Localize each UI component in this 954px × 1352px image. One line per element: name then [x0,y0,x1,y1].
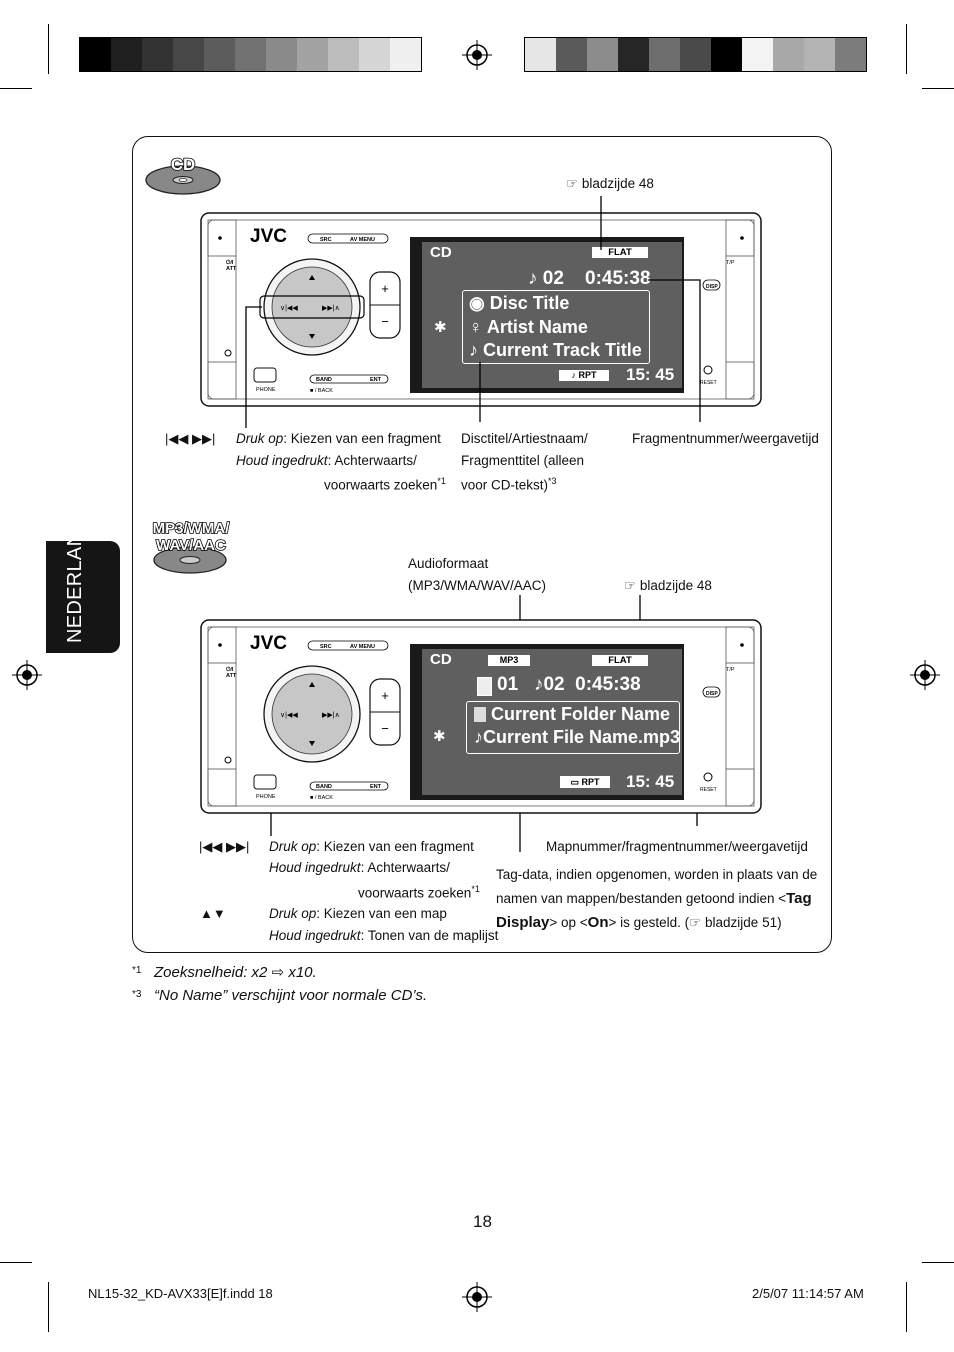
map-callout: Mapnummer/fragmentnummer/weergavetijd [546,839,808,854]
audio-format-line2: (MP3/WMA/WAV/AAC) [408,578,546,593]
skip-hold-text: Houd ingedrukt: Achterwaarts/ [269,860,450,875]
screen-source: CD [430,651,452,668]
src-label: SRC [320,644,332,650]
skip-hold-text: Houd ingedrukt: Achterwaarts/ [236,453,417,468]
page-reference: ☞ bladzijde 48 [566,176,654,191]
page-number: 18 [473,1212,492,1231]
footnote-mark: *3 [132,989,142,1000]
skip-symbol: |◀◀ ▶▶| [199,839,250,854]
mp3-disc-label-line1: MP3/WMA/ [152,520,230,537]
band-label: BAND [316,377,332,383]
disp-label: DISP [706,691,718,697]
folder-icon [474,707,486,722]
ent-label: ENT [370,377,381,383]
title-callout-line1: Disctitel/Artiestnaam/ [461,431,588,446]
title-callout-line3: voor CD-tekst)$^{*3}$ [461,476,557,493]
screen-format: MP3 [488,655,530,666]
footer-filename: NL15-32_KD-AVX33[E]f.indd 18 [88,1286,273,1301]
skip-forward-icon: ▶▶|∧ [322,305,340,312]
footnote-mark: *1 [132,965,142,976]
tag-note-line2: namen van mappen/bestanden getoond indien <Tag [496,890,812,907]
footer-timestamp: 2/5/07 11:14:57 AM [752,1286,864,1301]
av-menu-label: AV MENU [350,644,375,650]
skip-press-text: Druk op: Kiezen van een fragment [236,431,441,446]
skip-symbol: |◀◀ ▶▶| [165,431,216,446]
phone-label: PHONE [256,387,276,393]
folder-icon [477,677,492,696]
folder-hold-text: Houd ingedrukt: Tonen van de maplijst [269,928,499,943]
screen-artist: ♀ Artist Name [469,317,588,337]
volume-down-button: − [381,314,389,329]
phone-label: PHONE [256,794,276,800]
src-label: SRC [320,237,332,243]
skip-back-icon: ∨|◀◀ [280,712,298,719]
title-callout-line2: Fragmenttitel (alleen [461,453,585,468]
back-label: ■ / BACK [310,388,333,394]
screen-folder-track-time: 01 ♪02 0:45:38 [497,674,641,695]
cd-disc-label: CD [170,155,196,174]
volume-down-button: − [381,721,389,736]
brand-logo: JVC [250,633,287,654]
music-file-icon: ♪ [474,727,483,747]
folder-icon: ▭ [570,777,579,787]
screen-repeat: ▭ RPT [560,776,610,788]
tp-label: T/P [726,667,735,673]
power-label: ⏻/I [226,667,234,673]
skip-search-text: voorwaarts zoeken$^{*1}$ [358,884,480,901]
skip-back-icon: ∨|◀◀ [280,305,298,312]
disc-icon: ◉ [469,293,485,313]
tag-note-line3: Display> op <On> is gesteld. (☞ bladzijde 51) [496,914,782,931]
tag-note-line1: Tag-data, indien opgenomen, worden in plaats van de [496,867,818,882]
hand-pointer-icon: ☞ [689,915,706,930]
screen-eq: FLAT [592,655,648,666]
reset-label: RESET [700,787,717,793]
skip-search-text: voorwaarts zoeken$^{*1}$ [324,476,446,493]
arrow-right-icon: ⇨ [271,964,285,981]
screen-track-time: ♪ 02 0:45:38 [528,268,651,289]
screen-repeat: ♪ RPT [559,370,609,381]
screen-track-title: ♪ Current Track Title [469,340,642,360]
bluetooth-icon: ✱ [433,728,446,745]
volume-up-button: + [381,281,389,296]
back-label: ■ / BACK [310,795,333,801]
screen-clock: 15: 45 [626,772,675,791]
music-note-icon: ♪ [469,340,478,360]
screen-clock: 15: 45 [626,365,675,384]
av-menu-label: AV MENU [350,237,375,243]
mp3-disc-icon [148,518,234,576]
skip-press-text: Druk op: Kiezen van een fragment [269,839,474,854]
band-label: BAND [316,784,332,790]
reset-label: RESET [700,380,717,386]
tp-label: T/P [726,260,735,266]
screen-folder-name: Current Folder Name [474,704,670,725]
footnote-3: “No Name” verschijnt voor normale CD’s. [154,987,428,1004]
skip-forward-icon: ▶▶|∧ [322,712,340,719]
page-reference: ☞ bladzijde 48 [624,578,712,593]
mp3-disc-label-line2: WAV/AAC [156,537,226,554]
volume-up-button: + [381,688,389,703]
audio-format-line1: Audioformaat [408,556,489,571]
language-tab: NEDERLANDS [46,541,120,653]
folder-up-down-symbol: ▲▼ [200,906,226,921]
brand-logo: JVC [250,226,287,247]
footnote-1: Zoeksnelheid: x2 ⇨ x10. [154,964,317,981]
track-callout: Fragmentnummer/weergavetijd [632,431,819,446]
folder-press-text: Druk op: Kiezen van een map [269,906,447,921]
screen-eq: FLAT [592,247,648,258]
att-label: ATT [226,673,237,679]
att-label: ATT [226,266,237,272]
screen-disc-title: ◉ Disc Title [469,293,570,313]
power-label: ⏻/I [226,260,234,266]
microphone-icon: ♀ [469,317,483,337]
screen-source: CD [430,244,452,261]
screen-file-name: ♪Current File Name.mp3 [474,727,681,747]
disp-label: DISP [706,284,718,290]
bluetooth-icon: ✱ [434,319,447,336]
ent-label: ENT [370,784,381,790]
